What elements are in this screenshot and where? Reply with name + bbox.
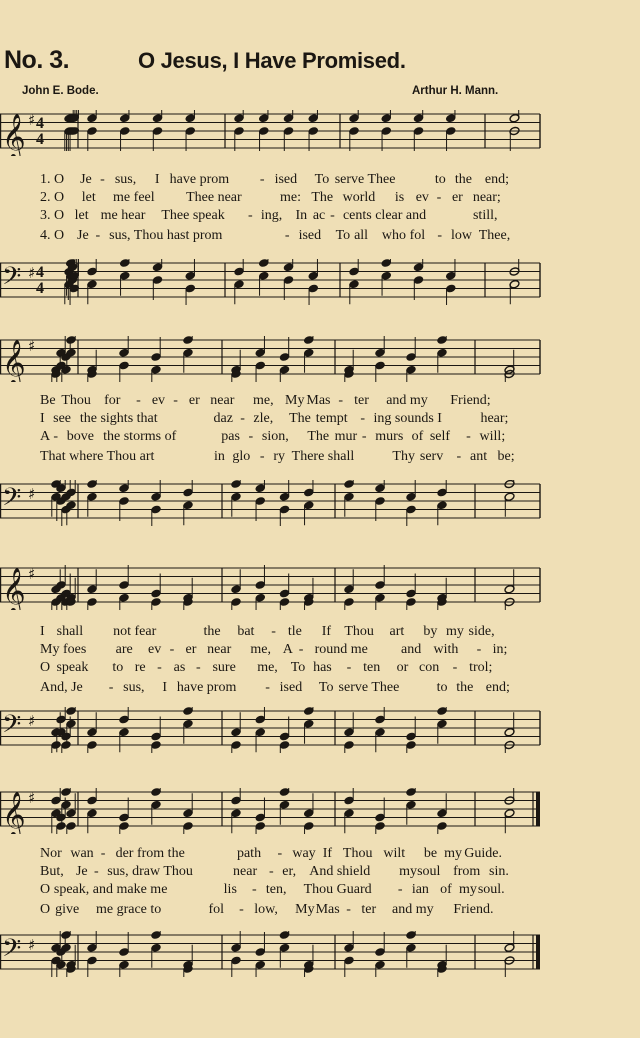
lyric-line bbox=[0, 172, 640, 190]
lyric-syllable: A bbox=[40, 429, 51, 444]
lyric-syllable: for bbox=[104, 393, 121, 408]
lyric-syllable: sus, bbox=[123, 680, 145, 695]
lyric-syllable: ten bbox=[363, 660, 381, 675]
lyric-syllable: sus, Thou hast prom bbox=[109, 228, 223, 243]
lyric-line bbox=[0, 393, 640, 411]
lyric-line bbox=[0, 846, 640, 864]
lyric-syllable: me: bbox=[280, 190, 302, 205]
lyric-syllable: bat bbox=[237, 624, 255, 639]
lyric-syllable: To bbox=[314, 172, 330, 187]
lyric-syllable: world bbox=[342, 190, 376, 205]
lyric-syllable: let bbox=[74, 208, 89, 223]
lyric-syllable: - bbox=[95, 228, 101, 243]
lyric-syllable: - bbox=[466, 429, 471, 444]
lyric-syllable: Thou bbox=[61, 393, 91, 408]
lyric-syllable: I bbox=[40, 624, 45, 639]
lyric-syllable: I bbox=[154, 172, 160, 187]
hymn-title: O Jesus, I Have Promised. bbox=[138, 48, 406, 73]
key-signature-sharp-icon: ♯ bbox=[28, 789, 36, 807]
lyric-syllable: tempt bbox=[315, 411, 348, 426]
lyric-syllable: My bbox=[285, 393, 305, 408]
lyric-syllable: - bbox=[284, 228, 290, 243]
lyric-syllable: er, bbox=[282, 864, 297, 879]
time-signature-digit: 4 bbox=[36, 264, 44, 281]
hymn-header bbox=[0, 46, 640, 82]
lyric-syllable: - bbox=[100, 846, 106, 861]
lyric-syllable: serve Thee bbox=[334, 172, 396, 187]
time-signature-digit: 4 bbox=[36, 131, 44, 148]
lyric-syllable: - bbox=[248, 208, 253, 223]
lyric-syllable: - bbox=[452, 660, 458, 675]
lyric-syllable: Thee near bbox=[186, 190, 242, 205]
lyric-syllable: me, bbox=[250, 642, 271, 657]
lyric-syllable: as bbox=[173, 660, 186, 675]
key-signature-sharp-icon: ♯ bbox=[28, 485, 36, 503]
treble-staff bbox=[0, 336, 560, 387]
lyric-syllable: And, Je bbox=[40, 680, 83, 695]
lyric-syllable: Thy bbox=[392, 449, 415, 464]
lyric-syllable: ing, bbox=[260, 208, 283, 223]
lyric-syllable: - bbox=[251, 882, 257, 897]
key-signature-sharp-icon: ♯ bbox=[28, 565, 36, 583]
lyric-syllable: to bbox=[112, 660, 124, 675]
lyric-syllable: - bbox=[346, 660, 352, 675]
lyric-syllable: Mas bbox=[306, 393, 331, 408]
lyric-syllable: hear; bbox=[480, 411, 509, 426]
lyric-syllable: or bbox=[396, 660, 409, 675]
lyric-syllable: my bbox=[445, 624, 464, 639]
lyric-syllable: - bbox=[248, 429, 254, 444]
lyric-syllable: ter bbox=[361, 902, 377, 917]
lyric-syllable: near bbox=[210, 393, 235, 408]
lyric-syllable: art bbox=[389, 624, 405, 639]
lyric-line bbox=[0, 902, 640, 920]
lyric-syllable: sus, bbox=[114, 172, 137, 187]
lyric-syllable: have prom bbox=[169, 172, 230, 187]
lyric-syllable: let bbox=[81, 190, 96, 205]
lyric-syllable: pas bbox=[221, 429, 240, 444]
lyric-syllable: are bbox=[115, 642, 133, 657]
lyric-syllable: - bbox=[53, 429, 59, 444]
lyric-syllable: er bbox=[188, 393, 200, 408]
lyric-syllable: I bbox=[40, 411, 45, 426]
lyric-syllable: - bbox=[476, 642, 482, 657]
lyric-syllable: - bbox=[330, 208, 335, 223]
lyric-syllable: ten, bbox=[265, 882, 287, 897]
lyric-syllable: - bbox=[265, 680, 270, 695]
lyric-syllable: see bbox=[53, 411, 72, 426]
lyric-syllable: still, bbox=[472, 208, 498, 223]
lyric-syllable: - bbox=[456, 449, 462, 464]
time-signature-digit: 4 bbox=[36, 115, 44, 132]
lyric-syllable: Friend. bbox=[453, 902, 494, 917]
lyric-syllable: - bbox=[108, 680, 114, 695]
lyric-syllable: sus, draw Thou bbox=[107, 864, 193, 879]
lyric-syllable: near bbox=[207, 642, 232, 657]
lyric-syllable: with bbox=[433, 642, 459, 657]
lyric-syllable: glo bbox=[232, 449, 251, 464]
lyric-syllable: - bbox=[239, 902, 244, 917]
lyric-syllable: cents clear and bbox=[342, 208, 427, 223]
lyric-syllable: zle, bbox=[253, 411, 274, 426]
lyric-syllable: speak, and make me bbox=[53, 882, 168, 897]
lyric-syllable: the bbox=[454, 172, 472, 187]
lyric-syllable: - bbox=[271, 624, 276, 639]
lyric-syllable: - bbox=[195, 660, 201, 675]
lyric-syllable: O bbox=[40, 660, 51, 675]
treble-staff bbox=[0, 564, 560, 615]
lyricist-credit: John E. Bode. bbox=[22, 85, 99, 97]
lyric-syllable: way bbox=[292, 846, 316, 861]
treble-clef-icon: 𝄞 bbox=[2, 792, 26, 834]
lyric-syllable: - bbox=[277, 846, 283, 861]
lyric-syllable: ac bbox=[312, 208, 326, 223]
lyric-syllable: Mas bbox=[315, 902, 340, 917]
lyric-syllable: If bbox=[322, 846, 333, 861]
lyric-syllable: If bbox=[321, 624, 332, 639]
lyric-syllable: the bbox=[203, 624, 221, 639]
lyric-syllable: ev bbox=[148, 642, 162, 657]
lyric-syllable: me, bbox=[252, 393, 274, 408]
key-signature-sharp-icon: ♯ bbox=[28, 712, 36, 730]
lyric-syllable: 1. O bbox=[40, 172, 65, 187]
lyric-syllable: daz bbox=[213, 411, 233, 426]
treble-staff bbox=[0, 788, 560, 839]
lyric-syllable: end; bbox=[484, 172, 510, 187]
lyric-syllable: mur bbox=[334, 429, 358, 444]
lyric-syllable: ry bbox=[273, 449, 285, 464]
lyric-syllable: have prom bbox=[176, 680, 237, 695]
bass-clef-icon: 𝄢 bbox=[2, 262, 22, 297]
lyric-line bbox=[0, 660, 640, 678]
lyric-syllable: side, bbox=[468, 624, 495, 639]
lyric-syllable: Guide. bbox=[464, 846, 503, 861]
lyric-syllable: 4. O bbox=[40, 228, 65, 243]
lyric-syllable: A bbox=[282, 642, 293, 657]
lyric-syllable: me, bbox=[257, 660, 278, 675]
lyric-line bbox=[0, 882, 640, 900]
treble-clef-icon: 𝄞 bbox=[2, 114, 26, 156]
lyric-syllable: lis bbox=[223, 882, 237, 897]
lyric-syllable: Je bbox=[75, 864, 88, 879]
lyric-syllable: Thou bbox=[344, 624, 374, 639]
lyric-syllable: I bbox=[162, 680, 168, 695]
lyric-syllable: low bbox=[450, 228, 472, 243]
lyric-syllable: sure bbox=[212, 660, 236, 675]
lyric-syllable: round me bbox=[314, 642, 368, 657]
lyric-syllable: wilt bbox=[383, 846, 406, 861]
lyric-line bbox=[0, 624, 640, 642]
lyric-syllable: er bbox=[185, 642, 197, 657]
lyric-syllable: from bbox=[453, 864, 481, 879]
treble-clef-icon: 𝄞 bbox=[2, 340, 26, 382]
lyric-syllable: me hear bbox=[100, 208, 146, 223]
lyric-syllable: shall bbox=[56, 624, 84, 639]
lyric-syllable: The bbox=[307, 429, 330, 444]
lyric-syllable: wan bbox=[70, 846, 94, 861]
lyric-syllable: - bbox=[93, 864, 99, 879]
lyric-syllable: er bbox=[451, 190, 463, 205]
lyric-syllable: ter bbox=[354, 393, 369, 408]
lyric-line bbox=[0, 864, 640, 882]
lyric-syllable: speak bbox=[56, 660, 89, 675]
lyric-syllable: of bbox=[440, 882, 452, 897]
lyric-syllable: - bbox=[338, 393, 344, 408]
bass-clef-icon: 𝄢 bbox=[2, 710, 22, 745]
key-signature-sharp-icon: ♯ bbox=[28, 111, 36, 129]
lyric-syllable: near bbox=[233, 864, 258, 879]
lyric-syllable: ev bbox=[151, 393, 166, 408]
lyric-syllable: my bbox=[458, 882, 477, 897]
lyric-syllable: Nor bbox=[40, 846, 62, 861]
lyric-syllable: me grace to bbox=[95, 902, 162, 917]
hymn-number: No. 3. bbox=[4, 46, 70, 74]
lyric-syllable: ian bbox=[411, 882, 429, 897]
lyric-syllable: - bbox=[157, 660, 162, 675]
lyric-syllable: ant bbox=[470, 449, 488, 464]
lyric-syllable: trol; bbox=[469, 660, 493, 675]
lyric-syllable: - bbox=[346, 902, 351, 917]
lyric-syllable: der from the bbox=[115, 846, 185, 861]
lyric-syllable: - bbox=[298, 642, 304, 657]
lyric-syllable: sion, bbox=[261, 429, 289, 444]
lyric-syllable: But, bbox=[40, 864, 64, 879]
lyric-syllable: Je bbox=[77, 228, 89, 243]
lyric-line bbox=[0, 208, 640, 226]
lyric-syllable: fol bbox=[409, 228, 426, 243]
bass-clef-icon: 𝄢 bbox=[2, 483, 22, 518]
lyric-syllable: self bbox=[429, 429, 451, 444]
lyric-syllable: soul. bbox=[477, 882, 505, 897]
bass-staff bbox=[0, 480, 560, 531]
lyric-syllable: to bbox=[436, 680, 448, 695]
lyric-syllable: is bbox=[394, 190, 405, 205]
lyric-syllable: - bbox=[397, 882, 403, 897]
key-signature-sharp-icon: ♯ bbox=[28, 337, 36, 355]
bass-staff bbox=[0, 259, 560, 310]
lyric-syllable: not fear bbox=[113, 624, 157, 639]
lyric-syllable: - bbox=[436, 190, 442, 205]
lyric-syllable: - bbox=[437, 228, 443, 243]
lyric-syllable: To bbox=[335, 228, 351, 243]
lyric-syllable: ised bbox=[274, 172, 298, 187]
lyric-line bbox=[0, 429, 640, 447]
lyric-syllable: - bbox=[240, 411, 245, 426]
lyric-syllable: - bbox=[360, 411, 366, 426]
lyric-syllable: ing sounds I bbox=[373, 411, 442, 426]
lyric-syllable: the sights that bbox=[79, 411, 158, 426]
lyric-syllable: of bbox=[411, 429, 424, 444]
lyric-syllable: 3. O bbox=[40, 208, 65, 223]
lyric-syllable: tle bbox=[287, 624, 302, 639]
lyric-line bbox=[0, 228, 640, 246]
lyric-syllable: Friend; bbox=[450, 393, 491, 408]
lyric-syllable: has bbox=[313, 660, 332, 675]
lyric-syllable: - bbox=[173, 393, 178, 408]
lyric-syllable: - bbox=[169, 642, 175, 657]
lyric-syllable: - bbox=[100, 172, 105, 187]
lyric-syllable: serve Thee bbox=[338, 680, 400, 695]
lyric-syllable: the storms of bbox=[103, 429, 177, 444]
treble-staff bbox=[0, 110, 560, 161]
lyric-syllable: O bbox=[40, 902, 51, 917]
bass-staff bbox=[0, 707, 560, 758]
lyric-syllable: ev bbox=[415, 190, 429, 205]
lyric-syllable: sin. bbox=[489, 864, 509, 879]
key-signature-sharp-icon: ♯ bbox=[28, 264, 36, 282]
lyric-syllable: and bbox=[401, 642, 422, 657]
lyric-syllable: by bbox=[423, 624, 438, 639]
lyric-syllable: all bbox=[354, 228, 369, 243]
lyric-syllable: That where Thou art bbox=[40, 449, 155, 464]
lyric-line bbox=[0, 642, 640, 660]
lyric-syllable: O bbox=[40, 882, 51, 897]
lyric-syllable: who bbox=[381, 228, 406, 243]
lyric-line bbox=[0, 411, 640, 429]
lyric-syllable: path bbox=[236, 846, 262, 861]
lyric-syllable: in; bbox=[492, 642, 508, 657]
lyric-line bbox=[0, 680, 640, 698]
lyric-syllable: - bbox=[259, 449, 265, 464]
lyric-syllable: My bbox=[295, 902, 315, 917]
treble-clef-icon: 𝄞 bbox=[2, 568, 26, 610]
lyric-syllable: my bbox=[399, 864, 418, 879]
lyric-syllable: To bbox=[290, 660, 306, 675]
lyric-syllable: be bbox=[423, 846, 438, 861]
lyric-syllable: And shield bbox=[309, 864, 371, 879]
lyric-syllable: Thou bbox=[342, 846, 373, 861]
lyric-syllable: - bbox=[269, 864, 274, 879]
composer-credit: Arthur H. Mann. bbox=[412, 85, 499, 97]
lyric-syllable: Thee, bbox=[478, 228, 511, 243]
lyric-syllable: In bbox=[295, 208, 308, 223]
lyric-syllable: - bbox=[136, 393, 141, 408]
lyric-line bbox=[0, 190, 640, 208]
lyric-syllable: and my bbox=[392, 902, 434, 917]
lyric-syllable: to bbox=[434, 172, 446, 187]
lyric-syllable: give bbox=[55, 902, 80, 917]
lyric-syllable: will; bbox=[479, 429, 506, 444]
lyric-syllable: soul bbox=[417, 864, 441, 879]
lyric-syllable: There shall bbox=[291, 449, 355, 464]
lyric-syllable: fol bbox=[208, 902, 225, 917]
lyric-syllable: 2. O bbox=[40, 190, 65, 205]
bass-clef-icon: 𝄢 bbox=[2, 934, 22, 969]
lyric-syllable: end; bbox=[485, 680, 510, 695]
lyric-syllable: ised bbox=[298, 228, 322, 243]
lyric-syllable: The bbox=[289, 411, 311, 426]
lyric-syllable: To bbox=[318, 680, 334, 695]
lyric-syllable: low, bbox=[254, 902, 278, 917]
lyric-syllable: re bbox=[134, 660, 146, 675]
lyric-syllable: in bbox=[214, 449, 225, 464]
lyric-syllable: ised bbox=[279, 680, 303, 695]
lyric-syllable: be; bbox=[497, 449, 515, 464]
lyric-syllable: my bbox=[444, 846, 462, 861]
lyric-syllable: Je bbox=[80, 172, 92, 187]
lyric-syllable: The bbox=[311, 190, 334, 205]
lyric-syllable: me feel bbox=[113, 190, 155, 205]
lyric-syllable: serv bbox=[419, 449, 444, 464]
lyric-syllable: near; bbox=[472, 190, 501, 205]
lyric-syllable: - bbox=[259, 172, 265, 187]
lyric-syllable: - bbox=[361, 429, 367, 444]
lyric-syllable: bove bbox=[66, 429, 94, 444]
key-signature-sharp-icon: ♯ bbox=[28, 936, 36, 954]
time-signature-digit: 4 bbox=[36, 280, 44, 297]
lyric-syllable: My foes bbox=[40, 642, 87, 657]
lyric-syllable: and my bbox=[386, 393, 428, 408]
lyric-syllable: Thou Guard bbox=[303, 882, 372, 897]
lyric-syllable: the bbox=[456, 680, 474, 695]
lyric-syllable: Thee speak bbox=[161, 208, 225, 223]
lyric-syllable: con bbox=[419, 660, 440, 675]
bass-staff bbox=[0, 931, 560, 982]
lyric-syllable: murs bbox=[375, 429, 404, 444]
lyric-line bbox=[0, 449, 640, 467]
lyric-syllable: Be bbox=[40, 393, 56, 408]
